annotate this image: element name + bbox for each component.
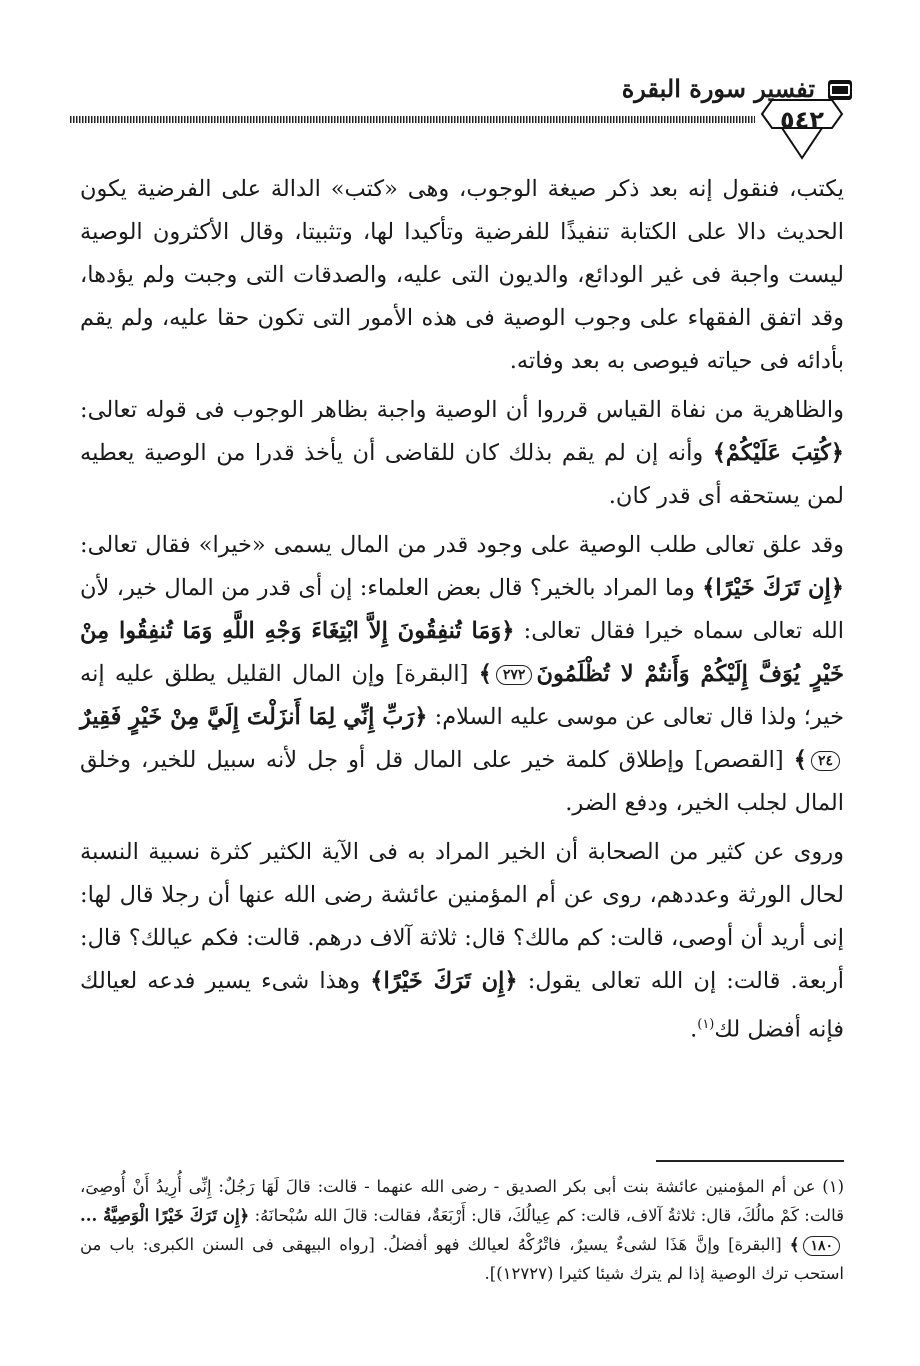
text-run: [القصص] وإطلاق كلمة خير على المال قل أو جل لأنه سبيل للخير، وخلق المال لجلب الخير، ودفع الضر. (80, 747, 844, 816)
text-run: وهذا شىء يسير فدعه لعيالك فإنه أفضل لك (80, 968, 844, 1043)
footnote (80, 1172, 844, 1288)
quran-verse: ﴿رَبِّ إِنِّي لِمَا أَنزَلْتَ إِلَيَّ مِنْ خَيْرٍ فَقِيرٌ (80, 704, 428, 730)
text-run: (١) عن أم المؤمنين عائشة بنت أبى بكر الصديق - رضى الله عنهما - قالت: قالَ لَهَا رَجُلٌ: إِنِّى أُرِيدُ أَنْ أُوصِىَ، قالت: كَمْ مالُكَ، قال: ثلاثةُ آلاف، قالت: كم عِيالُكَ، قال: أَرْبَعَةٌ، فقالت: قالَ الله سُبْحانَهُ: (80, 1177, 844, 1225)
paragraph (80, 389, 844, 518)
ayah-number-mark: ١٨٠ (803, 1236, 840, 1256)
text-run: [البقرة] وإن المال القليل يطلق عليه إنه خير؛ ولذا قال تعالى عن موسى عليه السلام: (80, 661, 844, 730)
header-rule (70, 116, 755, 123)
quran-verse: ﴿إِن تَرَكَ خَيْرًا﴾ (370, 968, 518, 994)
running-title: تفسير سورة البقرة (621, 74, 815, 103)
text-run: [البقرة] وإنَّ هَذَا لشىءٌ يسيرٌ، فاتْرُكْهُ لعيالك فهو أفضلُ. [رواه البيهقى فى السنن الكبرى: باب من استحب ترك الوصية إذا لم يترك شيئا كثيرا (١٢٧٢٧)]. (80, 1235, 844, 1283)
page-number: ٥٤٢ (780, 106, 824, 134)
footnote-separator (656, 1160, 844, 1162)
text-run: وأنه إن لم يقم بذلك كان للقاضى أن يأخذ قدرا من الوصية يعطيه لمن يستحقه أى قدر كان. (80, 440, 844, 509)
paragraph (80, 524, 844, 825)
quran-verse: ﴾ (789, 1235, 800, 1254)
quran-verse: ﴿وَمَا تُنفِقُونَ إِلاَّ ابْتِغَاءَ وَجْهِ اللَّهِ وَمَا تُنفِقُوا مِنْ خَيْرٍ يُوَفَّ إِلَيْكُمْ وَأَنتُمْ لا تُظْلَمُونَ (80, 618, 844, 687)
quran-verse: ﴿إِن تَرَكَ خَيْرًا﴾ (702, 575, 844, 601)
quran-verse: ﴿كُتِبَ عَلَيْكُمْ﴾ (712, 440, 844, 466)
page-number-badge (758, 92, 846, 162)
text-run: . (690, 1016, 698, 1043)
text-run: والظاهرية من نفاة القياس قرروا أن الوصية واجبة بظاهر الوجوب فى قوله تعالى: (80, 397, 844, 423)
main-text (80, 168, 844, 1058)
quran-verse: ﴾ (478, 661, 492, 687)
text-run: يكتب، فنقول إنه بعد ذكر صيغة الوجوب، وهى «كتب» الدالة على الفرضية يكون الحديث دالا على الكتابة تنفيذًا للفرضية وتأكيدا لها، وتثبيتا، وقال الأكثرون الوصية ليست واجبة فى غير الودائع، والديون التى عليه، والصدقات التى وجبت ولم يؤدها، وقد اتفق الفقهاء على وجوب الوصية فى هذه الأمور التى تكون حقا عليه، ولم يقم بأدائه فى حياته فيوصى به بعد وفاته. (80, 176, 844, 374)
footnote-ref: (١) (697, 1017, 715, 1032)
paragraph (80, 168, 844, 383)
text-run: وما المراد بالخير؟ قال بعض العلماء: إن أى قدر من المال خير، لأن الله تعالى سماه خيرا فقال تعالى: (80, 575, 845, 644)
quran-verse: ﴾ (793, 747, 807, 773)
ayah-number-mark: ٢٧٢ (496, 665, 533, 685)
text-run: وروى عن كثير من الصحابة أن الخير المراد به فى الآية الكثير كثرة نسبية النسبة لحال الورثة وعددهم، روى عن أم المؤمنين عائشة رضى الله عنها أن رجلا قال لها: إنى أريد أن أوصى، قالت: كم مالك؟ قال: ثلاثة آلاف درهم. قالت: فكم عيالك؟ قال: أربعة. قالت: إن الله تعالى يقول: (80, 839, 844, 994)
ayah-number-mark: ٢٤ (811, 751, 840, 771)
page-header (0, 56, 920, 156)
text-run: وقد علق تعالى طلب الوصية على وجود قدر من المال يسمى «خيرا» فقال تعالى: (80, 532, 844, 558)
paragraph (80, 831, 844, 1052)
quran-verse: ﴿إِن تَرَكَ خَيْرًا الْوَصِيَّةُ ... (80, 1206, 250, 1225)
